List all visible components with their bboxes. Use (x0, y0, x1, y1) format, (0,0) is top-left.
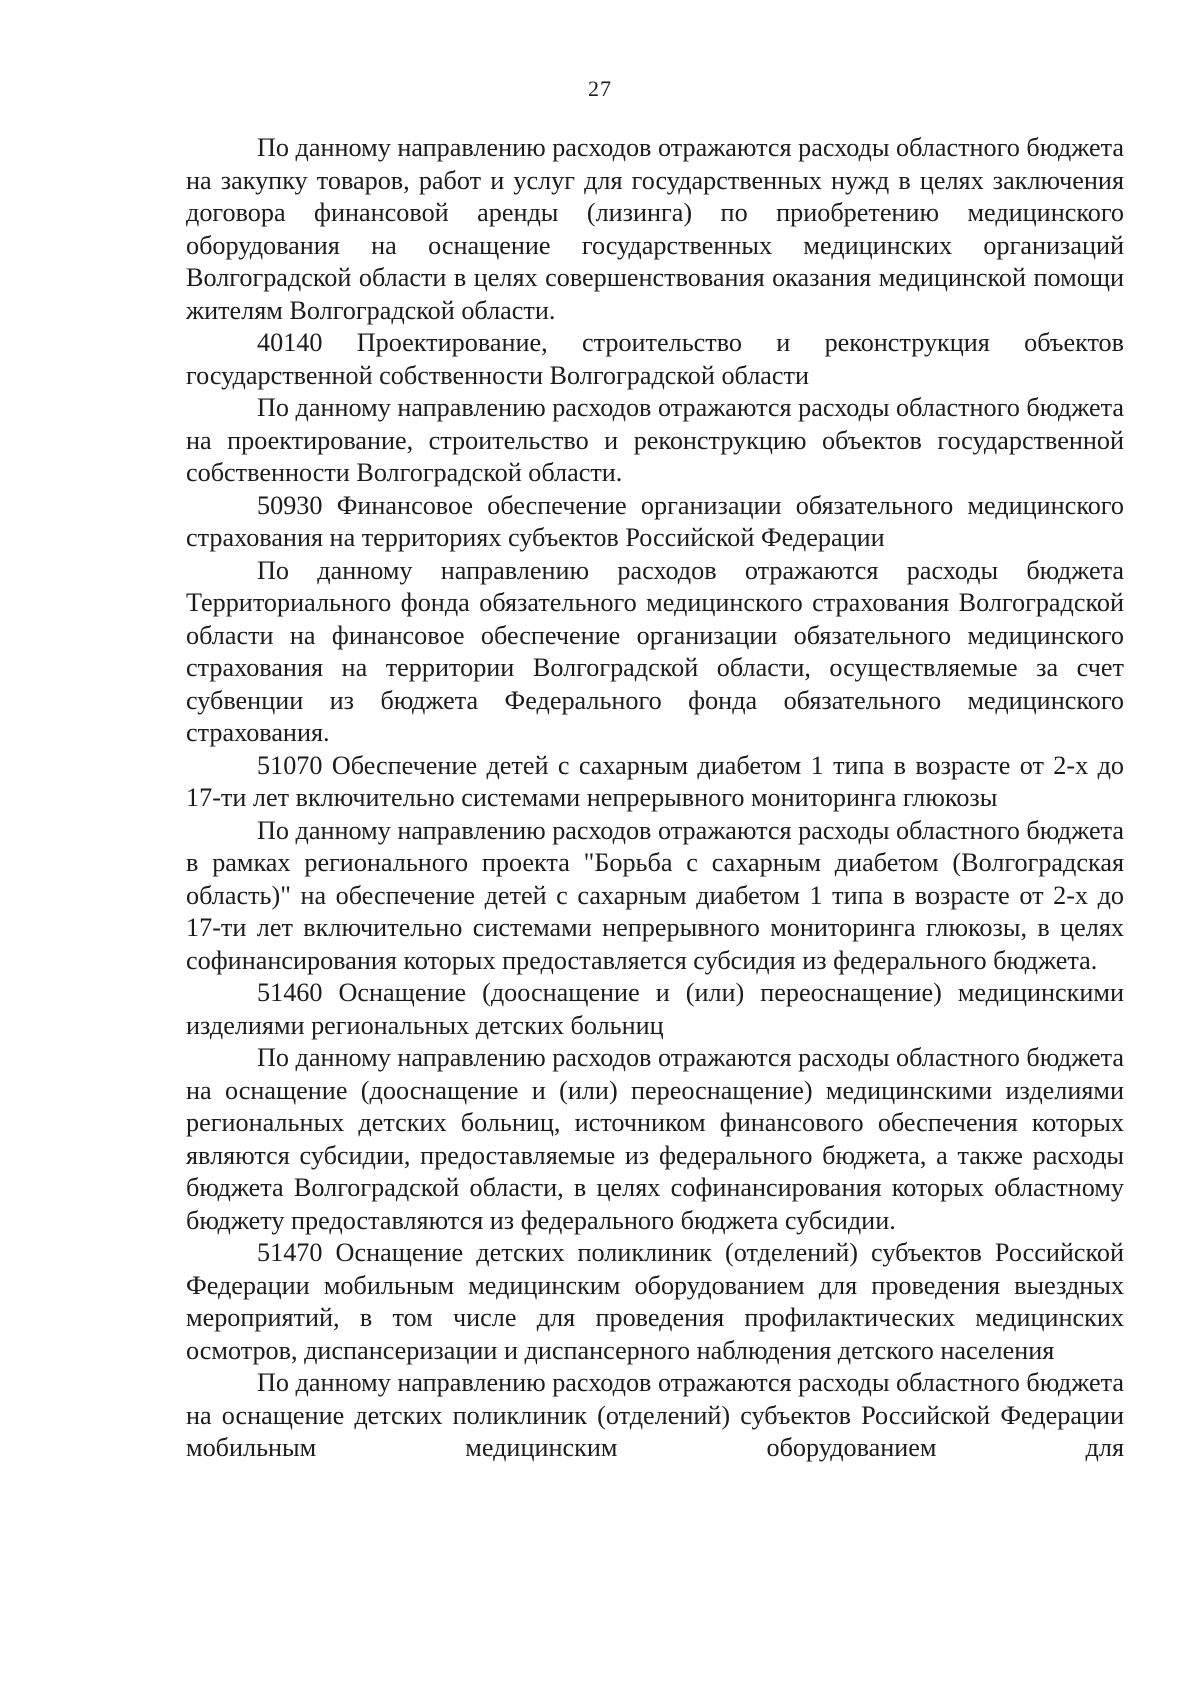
section-heading: 51460 Оснащение (дооснащение и (или) переоснащение) медицинскими изделиями региональных детских больниц (186, 978, 1124, 1040)
section-heading: 51070 Обеспечение детей с сахарным диабетом 1 типа в возрасте от 2-х до 17-ти лет включительно системами непрерывного мониторинга глюкозы (186, 750, 1124, 812)
page-number: 27 (588, 76, 612, 101)
section-heading: 51470 Оснащение детских поликлиник (отделений) субъектов Российской Федерации мобильным медицинским оборудованием для проведения выездных мероприятий, в том числе для проведения профилактических медицинских осмотров, диспансеризации и диспансерного наблюдения детского населения (186, 1238, 1124, 1365)
paragraph: По данному направлению расходов отражаются расходы областного бюджета в рамках регионального проекта "Борьба с сахарным диабетом (Волгоградская область)" на обеспечение детей с сахарным диабетом 1 типа в возрасте от 2-х до 17-ти лет включительно системами непрерывного мониторинга глюкозы, в целях софинансирования которых предоставляется субсидия из федерального бюджета. (186, 815, 1125, 975)
paragraph: По данному направлению расходов отражаются расходы бюджета Территориального фонда обязательного медицинского страхования Волгоградской области на финансовое обеспечение организации обязательного медицинского страхования на территории Волгоградской области, осуществляемые за счет субвенции из бюджета Федерального фонда обязательного медицинского страхования. (186, 555, 1124, 747)
paragraph: По данному направлению расходов отражаются расходы областного бюджета на закупку товаров, работ и услуг для государственных нужд в целях заключения договора финансовой аренды (лизинга) по приобретению медицинского оборудования на оснащение государственных медицинских организаций Волгоградской области в целях совершенствования оказания медицинской помощи жителям Волгоградской области. (186, 133, 1125, 325)
section-heading: 40140 Проектирование, строительство и реконструкция объектов государственной собственности Волгоградской области (186, 328, 1124, 390)
section-heading: 50930 Финансовое обеспечение организации обязательного медицинского страхования на территориях субъектов Российской Федерации (186, 490, 1124, 552)
paragraph: По данному направлению расходов отражаются расходы областного бюджета на проектирование, строительство и реконструкцию объектов государственной собственности Волгоградской области. (186, 393, 1125, 487)
paragraph: По данному направлению расходов отражаются расходы областного бюджета на оснащение (дооснащение и (или) переоснащение) медицинскими изделиями региональных детских больниц, источником финансового обеспечения которых являются субсидии, предоставляемые из федерального бюджета, а также расходы бюджета Волгоградской области, в целях софинансирования которых областному бюджету предоставляются из федерального бюджета субсидии. (186, 1043, 1125, 1235)
document-body (186, 132, 1124, 1465)
paragraph: По данному направлению расходов отражаются расходы областного бюджета на оснащение детских поликлиник (отделений) субъектов Российской Федерации мобильным медицинским оборудованием для (186, 1368, 1125, 1462)
